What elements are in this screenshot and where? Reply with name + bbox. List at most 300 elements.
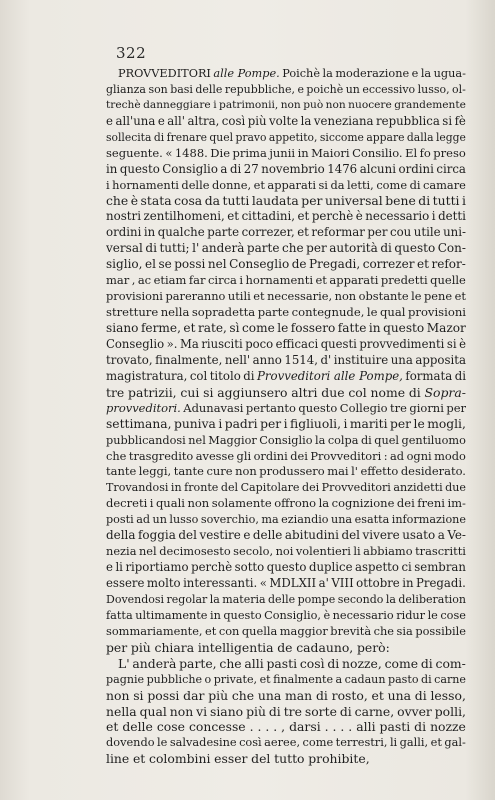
text-word: del bbox=[251, 751, 271, 767]
text-word: mai bbox=[327, 464, 349, 479]
text-word: e bbox=[106, 113, 113, 128]
text-word: sopradetta bbox=[191, 305, 256, 320]
text-word: un bbox=[345, 82, 360, 96]
text-word: Dovendosi bbox=[106, 592, 165, 606]
text-word: Die bbox=[210, 145, 231, 160]
text-word: deliberation bbox=[398, 592, 466, 606]
text-word: in bbox=[143, 225, 156, 240]
text-word: Poichè bbox=[282, 67, 320, 80]
text-word: private, bbox=[213, 672, 258, 686]
text-word: provvedimenti bbox=[359, 336, 445, 351]
text-word: nel bbox=[207, 257, 227, 272]
text-word: : bbox=[383, 448, 388, 463]
text-line bbox=[106, 369, 466, 385]
text-line bbox=[106, 209, 466, 225]
text-word: trechè bbox=[106, 98, 141, 111]
text-line bbox=[106, 257, 466, 273]
text-word: man bbox=[285, 687, 313, 703]
text-word: per bbox=[260, 416, 282, 431]
text-word: settimana, bbox=[106, 416, 172, 431]
text-word: soverchio, bbox=[200, 513, 259, 527]
text-word: Adunavasi bbox=[183, 400, 244, 415]
text-word: i bbox=[106, 177, 110, 192]
text-word: a bbox=[437, 528, 445, 543]
text-word: alli bbox=[244, 655, 264, 671]
text-word: si bbox=[446, 336, 457, 351]
text-word: necessario bbox=[332, 608, 394, 622]
text-line bbox=[106, 719, 466, 735]
text-word: universal bbox=[324, 193, 383, 208]
text-word: perchè bbox=[311, 209, 354, 224]
text-line bbox=[106, 289, 466, 305]
text-word: Conseglio bbox=[106, 336, 165, 351]
text-word: regolar bbox=[166, 592, 208, 606]
page-number: 322 bbox=[116, 44, 147, 62]
text-word: più bbox=[246, 703, 266, 719]
text-word: due bbox=[321, 384, 345, 400]
text-line bbox=[106, 751, 466, 767]
text-word: si bbox=[318, 177, 328, 192]
text-word: nel bbox=[138, 544, 157, 559]
text-word: quel bbox=[209, 130, 234, 144]
text-word: ottobre bbox=[356, 576, 400, 590]
text-word: la bbox=[300, 113, 312, 128]
text-word: di bbox=[409, 177, 421, 192]
text-line bbox=[106, 640, 466, 656]
text-word: parte bbox=[257, 305, 290, 320]
text-word: effetto bbox=[360, 464, 399, 479]
text-word: una bbox=[331, 513, 353, 527]
text-word: di bbox=[360, 433, 372, 447]
text-line bbox=[106, 401, 466, 417]
text-word: che bbox=[231, 687, 255, 703]
text-word: si bbox=[203, 384, 214, 400]
text-word: cose bbox=[156, 719, 185, 735]
text-word: uni- bbox=[443, 225, 466, 240]
text-word: Sopra- bbox=[424, 384, 466, 400]
text-word: non bbox=[235, 464, 257, 479]
text-line bbox=[106, 688, 466, 704]
text-word: etiam bbox=[153, 273, 187, 288]
text-word: Consilio. bbox=[352, 145, 403, 160]
text-word: Collegio bbox=[339, 400, 388, 415]
text-word: decimosesto bbox=[159, 544, 231, 559]
text-line bbox=[106, 735, 466, 751]
text-word: 27 bbox=[243, 161, 259, 176]
text-word: può bbox=[303, 98, 324, 111]
text-word: perchè bbox=[191, 560, 233, 575]
text-word: siccome bbox=[319, 130, 364, 144]
text-word: una bbox=[390, 352, 413, 367]
text-word: che bbox=[219, 655, 242, 671]
text-word: da bbox=[330, 177, 345, 192]
text-word: col bbox=[189, 368, 208, 383]
text-word: vi bbox=[196, 703, 208, 719]
text-line bbox=[106, 656, 466, 672]
text-word: quel bbox=[374, 433, 400, 447]
text-word: a bbox=[220, 161, 228, 176]
text-word: all'una bbox=[115, 113, 156, 128]
text-word: trovato, bbox=[106, 352, 153, 367]
text-word: Consiglio, bbox=[264, 608, 321, 622]
text-word: possibile bbox=[415, 623, 466, 638]
text-word: a' bbox=[318, 576, 329, 590]
text-word: materia bbox=[222, 592, 266, 606]
text-word: basi bbox=[170, 82, 193, 96]
text-word: volentieri bbox=[295, 544, 351, 559]
text-word: padri bbox=[224, 416, 258, 431]
text-word: come bbox=[241, 321, 275, 335]
text-line bbox=[106, 560, 466, 576]
text-word: o bbox=[204, 672, 212, 686]
text-word: riusciti bbox=[201, 336, 243, 351]
text-word: repubblica bbox=[376, 113, 440, 128]
text-line bbox=[106, 337, 466, 353]
text-word: correzer bbox=[362, 257, 415, 272]
text-word: li bbox=[115, 560, 123, 575]
text-word: brevità bbox=[330, 623, 372, 638]
text-word: seguente. bbox=[106, 145, 163, 160]
text-word: così bbox=[299, 655, 325, 671]
text-word: in bbox=[402, 576, 414, 590]
text-word: lusso bbox=[169, 513, 199, 527]
text-word: cittadini, bbox=[241, 209, 296, 224]
text-word: fossero bbox=[290, 321, 336, 335]
text-word: di bbox=[268, 703, 281, 719]
text-word: frenare bbox=[166, 130, 207, 144]
text-word: instituire bbox=[333, 352, 389, 367]
text-word: legge bbox=[435, 130, 466, 144]
text-word: informazione bbox=[391, 513, 466, 527]
text-word: predetti bbox=[380, 273, 428, 288]
text-word: e bbox=[297, 82, 304, 96]
text-word: delle bbox=[252, 528, 283, 543]
text-word: la bbox=[420, 67, 432, 80]
text-word: provisioni bbox=[106, 289, 163, 304]
text-word: cosa bbox=[174, 193, 203, 208]
text-word: pertanto bbox=[245, 400, 296, 415]
text-line bbox=[106, 130, 466, 146]
text-word: e bbox=[411, 67, 419, 80]
text-word: darsi bbox=[289, 719, 321, 735]
text-word: non bbox=[280, 98, 301, 111]
text-word: parte, bbox=[179, 655, 217, 671]
text-word: terrestri, bbox=[335, 735, 388, 750]
text-word: « bbox=[259, 576, 267, 590]
text-word: pagnie bbox=[106, 672, 145, 686]
text-word: si bbox=[133, 687, 144, 703]
text-word: patrizii, bbox=[128, 384, 177, 400]
text-line bbox=[106, 480, 466, 496]
text-word: Con- bbox=[437, 241, 466, 256]
text-word: cou bbox=[390, 225, 412, 240]
text-word: cognizione bbox=[331, 496, 395, 511]
text-word: carne, bbox=[354, 703, 395, 719]
text-word: appare bbox=[366, 130, 405, 144]
text-word: di bbox=[229, 161, 242, 176]
text-word: ugua- bbox=[433, 67, 466, 80]
text-word: più bbox=[130, 639, 151, 655]
text-word: le bbox=[366, 305, 378, 320]
text-word: parte bbox=[207, 225, 240, 240]
text-word: l' bbox=[351, 464, 358, 479]
text-word: mar bbox=[106, 273, 130, 288]
text-word: nel bbox=[188, 433, 206, 447]
text-line bbox=[106, 98, 466, 114]
text-word: per bbox=[306, 241, 327, 256]
text-word: polli, bbox=[434, 703, 466, 719]
text-word: fatte bbox=[337, 321, 367, 335]
text-line bbox=[106, 353, 466, 369]
text-word: tante bbox=[173, 464, 204, 479]
text-word: parte bbox=[246, 241, 280, 256]
text-word: com- bbox=[435, 655, 466, 671]
text-word: el bbox=[144, 257, 156, 272]
text-word: della bbox=[106, 528, 136, 543]
text-word: qualche bbox=[157, 225, 205, 240]
text-word: la bbox=[385, 592, 396, 606]
text-word: i bbox=[213, 98, 217, 111]
text-word: cadauno, bbox=[296, 639, 354, 655]
text-word: de bbox=[277, 639, 293, 655]
text-word: Mazor bbox=[426, 321, 466, 335]
text-line bbox=[106, 66, 466, 82]
text-word: siano bbox=[106, 321, 139, 335]
text-word: alcuni bbox=[359, 161, 396, 176]
text-word: fronte bbox=[184, 481, 219, 495]
text-word: di bbox=[408, 384, 421, 400]
text-word: e bbox=[243, 528, 251, 543]
body-text bbox=[106, 66, 466, 767]
text-line bbox=[106, 225, 466, 241]
text-word: gal- bbox=[444, 735, 466, 750]
text-word: et bbox=[205, 623, 217, 638]
text-word: et bbox=[297, 225, 309, 240]
text-word: di bbox=[414, 687, 427, 703]
text-word: questo bbox=[394, 241, 436, 256]
text-word: Maggior bbox=[208, 433, 257, 447]
text-word: i bbox=[431, 209, 436, 224]
text-line bbox=[106, 496, 466, 512]
text-word: alle Pompe. bbox=[213, 67, 280, 80]
text-word: le bbox=[413, 416, 425, 431]
text-word: titolo bbox=[209, 368, 241, 383]
text-word: aggiunsero bbox=[217, 384, 288, 400]
text-word: et bbox=[371, 687, 384, 703]
text-line bbox=[106, 449, 466, 465]
text-word: preso bbox=[433, 145, 466, 160]
text-word: VIII bbox=[331, 576, 354, 590]
text-word: ordini bbox=[253, 448, 288, 463]
text-word: trascritti bbox=[415, 544, 466, 559]
text-word: Conseglio bbox=[229, 257, 290, 272]
text-word: tre bbox=[106, 384, 125, 400]
text-word: Capitolare bbox=[240, 481, 300, 495]
text-word: le bbox=[277, 321, 289, 335]
text-word: apparati bbox=[329, 273, 379, 288]
text-word: far bbox=[188, 273, 206, 288]
text-word: per bbox=[106, 639, 128, 655]
text-word: nella bbox=[106, 703, 137, 719]
text-word: i bbox=[462, 193, 466, 208]
text-line bbox=[106, 194, 466, 210]
text-line bbox=[106, 241, 466, 257]
text-word: nozze bbox=[430, 719, 466, 735]
text-word: versal bbox=[106, 241, 143, 256]
text-word: nezia bbox=[106, 544, 137, 559]
text-word: non bbox=[187, 496, 210, 511]
text-word: Trovandosi bbox=[106, 481, 169, 495]
text-word: ol- bbox=[452, 82, 466, 96]
text-word: Pregadi, bbox=[309, 257, 361, 272]
text-word: cui bbox=[180, 384, 200, 400]
text-word: desiderato. bbox=[400, 464, 466, 479]
text-word: eziandio bbox=[281, 513, 329, 527]
text-word: tutti bbox=[222, 193, 250, 208]
text-word: circa bbox=[207, 273, 237, 288]
text-word: ogni bbox=[406, 448, 432, 463]
text-word: modo bbox=[434, 448, 466, 463]
text-word: vivere bbox=[362, 528, 400, 543]
text-word: l' bbox=[192, 241, 200, 256]
text-word: et bbox=[253, 177, 265, 192]
text-word: intelligentia bbox=[197, 639, 274, 655]
text-word: di bbox=[418, 193, 431, 208]
text-word: Provveditori bbox=[310, 448, 382, 463]
text-word: che bbox=[106, 193, 129, 208]
text-word: i bbox=[343, 416, 348, 431]
text-word: un bbox=[152, 513, 167, 527]
text-word: formata bbox=[405, 368, 453, 383]
text-word: la bbox=[209, 592, 220, 606]
text-line bbox=[106, 162, 466, 178]
text-word: ultimamente bbox=[135, 608, 208, 622]
text-word: non bbox=[106, 687, 130, 703]
text-word: sì bbox=[229, 321, 240, 335]
text-word: però: bbox=[356, 639, 390, 655]
text-word: rate, bbox=[197, 321, 227, 335]
text-word: non bbox=[169, 703, 194, 719]
text-word: pasti bbox=[379, 719, 411, 735]
text-word: i bbox=[283, 416, 288, 431]
text-line bbox=[106, 608, 466, 624]
text-word: qual bbox=[139, 703, 167, 719]
text-word: pubbliche bbox=[146, 672, 203, 686]
text-word: nuocere bbox=[348, 98, 392, 111]
text-word: come bbox=[302, 735, 334, 750]
text-word: et bbox=[417, 257, 429, 272]
text-word: in bbox=[170, 481, 182, 495]
text-word: et bbox=[454, 289, 466, 304]
text-word: nozze, bbox=[342, 655, 382, 671]
text-word: et bbox=[430, 735, 442, 750]
text-word: possi bbox=[174, 257, 206, 272]
text-word: carne bbox=[434, 672, 466, 686]
text-word: apparati bbox=[267, 177, 316, 192]
text-word: dei bbox=[396, 496, 415, 511]
text-word: non bbox=[325, 98, 346, 111]
text-word: autorità bbox=[329, 241, 378, 256]
text-word: essere bbox=[106, 576, 145, 590]
text-word: pompe bbox=[297, 592, 336, 606]
text-word: solamente bbox=[211, 496, 272, 511]
text-word: contegnude, bbox=[291, 305, 365, 320]
text-word: puniva bbox=[173, 416, 216, 431]
text-word: si bbox=[442, 113, 453, 128]
text-word: sommariamente, bbox=[106, 623, 203, 638]
text-word: ridur bbox=[396, 608, 426, 622]
text-word: in bbox=[209, 608, 221, 622]
text-word: provisioni bbox=[407, 305, 466, 320]
text-word: et bbox=[315, 273, 327, 288]
text-word: avesse bbox=[195, 448, 235, 463]
text-word: la bbox=[318, 496, 330, 511]
text-word: li bbox=[389, 735, 398, 750]
text-word: ad bbox=[136, 513, 150, 527]
text-line bbox=[106, 433, 466, 449]
text-word: Ma bbox=[179, 336, 199, 351]
text-word: quelle bbox=[430, 273, 466, 288]
text-word: è bbox=[355, 209, 363, 224]
text-word: moderazione bbox=[335, 67, 410, 80]
text-word: che bbox=[106, 448, 127, 463]
text-word: di bbox=[414, 719, 427, 735]
text-word: line bbox=[106, 751, 130, 767]
text-word: El bbox=[405, 145, 418, 160]
text-word: tutti bbox=[432, 193, 460, 208]
text-word: così bbox=[239, 735, 262, 750]
text-word: noi bbox=[275, 544, 294, 559]
text-word: siglio, bbox=[106, 257, 143, 272]
text-word: novembrio bbox=[261, 161, 325, 176]
text-word: dei bbox=[301, 481, 320, 495]
text-word: sia bbox=[396, 623, 413, 638]
text-word: qual bbox=[379, 305, 406, 320]
text-word: la bbox=[322, 67, 333, 80]
text-word: vestire bbox=[199, 528, 241, 543]
text-word: prohibite, bbox=[308, 751, 370, 767]
text-line bbox=[106, 512, 466, 528]
text-word: una bbox=[257, 687, 282, 703]
text-word: stata bbox=[140, 193, 172, 208]
text-word: mogli, bbox=[427, 416, 466, 431]
text-word: repubbliche, bbox=[224, 82, 295, 96]
text-word: necessario bbox=[365, 209, 430, 224]
text-word: anderà bbox=[132, 655, 177, 671]
text-word: lusso, bbox=[417, 82, 450, 96]
text-word: è bbox=[459, 336, 466, 351]
text-word: colpa bbox=[327, 433, 359, 447]
text-word: gli bbox=[236, 448, 252, 463]
text-word: tutto bbox=[274, 751, 305, 767]
text-word: di bbox=[380, 241, 392, 256]
text-word: che bbox=[282, 241, 304, 256]
text-word: per bbox=[367, 225, 388, 240]
text-word: Consiglio bbox=[259, 433, 313, 447]
text-word: , bbox=[131, 273, 136, 288]
text-word: et bbox=[183, 321, 196, 335]
text-word: le bbox=[427, 608, 438, 622]
text-word: pravo bbox=[235, 130, 267, 144]
text-word: anderà bbox=[201, 241, 245, 256]
text-word: interessanti. bbox=[183, 576, 258, 590]
text-word: ». bbox=[166, 336, 178, 351]
text-word: hornamenti bbox=[245, 273, 314, 288]
text-word: di bbox=[145, 241, 157, 256]
text-word: in bbox=[106, 161, 118, 176]
text-word: cure bbox=[206, 464, 233, 479]
text-word: questo bbox=[223, 608, 262, 622]
